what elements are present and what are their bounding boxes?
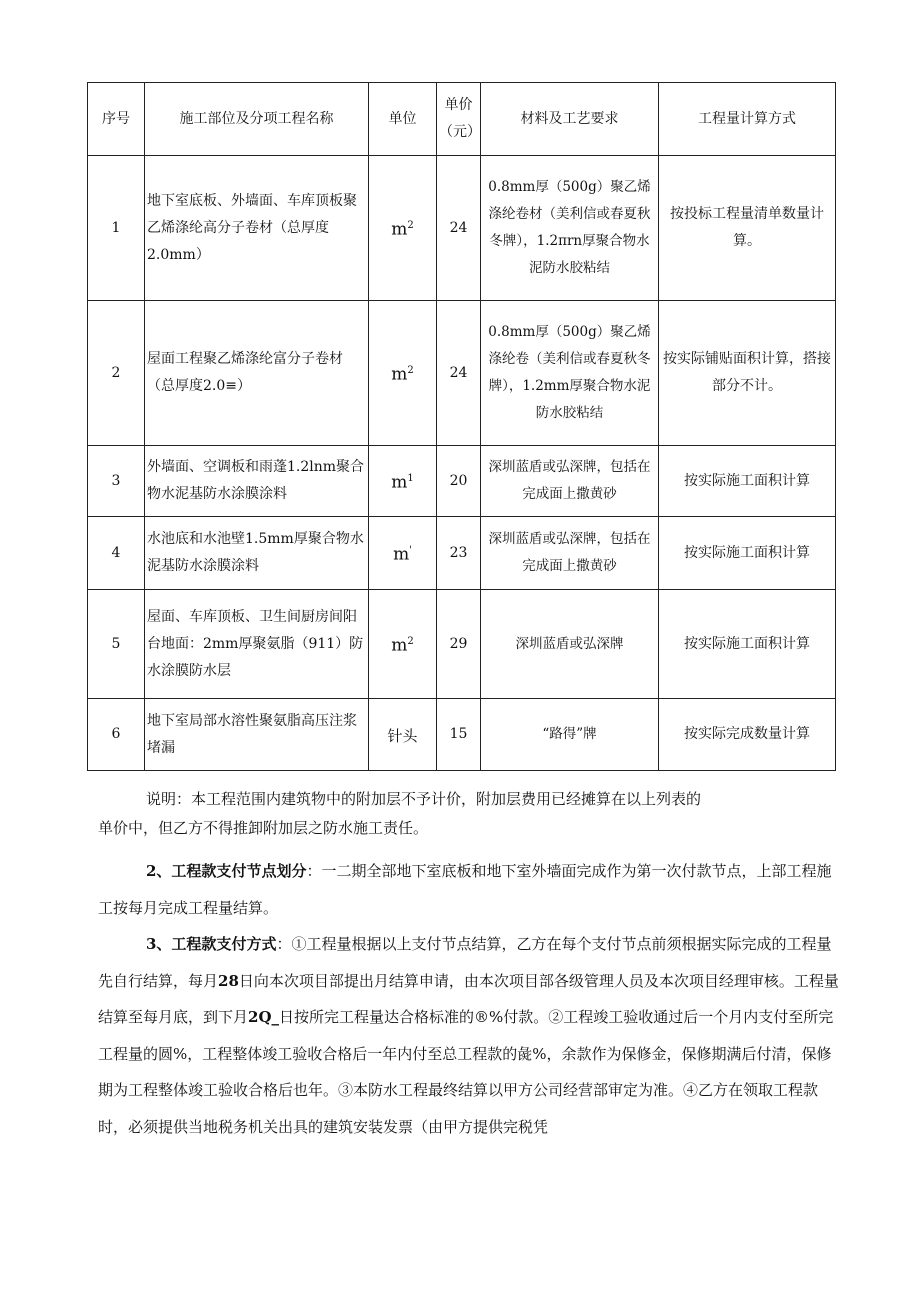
row-price: 24 bbox=[437, 156, 481, 301]
row-material: 深圳蓝盾或弘深牌，包括在完成面上撒黄砂 bbox=[481, 446, 659, 517]
row-calc: 按投标工程量清单数量计算。 bbox=[659, 156, 836, 301]
table-note bbox=[98, 785, 843, 843]
unit-superscript: 2 bbox=[407, 220, 414, 232]
row-material: 深圳蓝盾或弘深牌，包括在完成面上撒黄砂 bbox=[481, 517, 659, 590]
row-price: 20 bbox=[437, 446, 481, 517]
table-row bbox=[88, 517, 836, 590]
unit-base: m bbox=[393, 544, 410, 565]
payment-day: 2Q_ bbox=[248, 1008, 280, 1026]
table-row bbox=[88, 301, 836, 446]
row-no: 3 bbox=[88, 446, 145, 517]
row-name: 地下室底板、外墙面、车库顶板聚乙烯涤纶高分子卷材（总厚度2.0mm） bbox=[145, 156, 369, 301]
header-unit: 单位 bbox=[369, 83, 437, 156]
row-name: 屋面、车库顶板、卫生间厨房间阳台地面：2mm厚聚氨脂（911）防水涂膜防水层 bbox=[145, 590, 369, 699]
row-no: 1 bbox=[88, 156, 145, 301]
unit-base: m bbox=[391, 635, 408, 656]
header-name: 施工部位及分项工程名称 bbox=[145, 83, 369, 156]
row-no: 2 bbox=[88, 301, 145, 446]
table-header-row bbox=[88, 83, 836, 156]
row-name: 屋面工程聚乙烯涤纶富分子卷材（总厚度2.0≡） bbox=[145, 301, 369, 446]
row-calc: 按实际施工面积计算 bbox=[659, 590, 836, 699]
unit-base: 针头 bbox=[387, 727, 418, 745]
row-material: “路得”牌 bbox=[481, 699, 659, 771]
row-price: 29 bbox=[437, 590, 481, 699]
header-price bbox=[437, 83, 481, 156]
row-calc: 按实际施工面积计算 bbox=[659, 446, 836, 517]
row-name: 水池底和水池壁1.5mm厚聚合物水泥基防水涂膜涂料 bbox=[145, 517, 369, 590]
row-price: 23 bbox=[437, 517, 481, 590]
header-no: 序号 bbox=[88, 83, 145, 156]
row-unit bbox=[369, 590, 437, 699]
row-calc: 按实际完成数量计算 bbox=[659, 699, 836, 771]
note-line-2: 单价中，但乙方不得推卸附加层之防水施工责任。 bbox=[98, 819, 429, 837]
table-row bbox=[88, 590, 836, 699]
unit-superscript: ' bbox=[409, 545, 412, 557]
header-material: 材料及工艺要求 bbox=[481, 83, 659, 156]
table-row bbox=[88, 699, 836, 771]
unit-superscript: 2 bbox=[407, 365, 414, 377]
unit-superscript: 1 bbox=[407, 473, 414, 485]
row-no: 4 bbox=[88, 517, 145, 590]
unit-base: m bbox=[391, 219, 408, 240]
row-material: 0.8mm厚（500g）聚乙烯涤纶卷（美利信或春夏秋冬牌），1.2mm厚聚合物水泥防水胶粘结 bbox=[481, 301, 659, 446]
row-unit bbox=[369, 517, 437, 590]
payment-method-paragraph bbox=[98, 926, 843, 1145]
row-unit bbox=[369, 446, 437, 517]
payment-milestone-paragraph bbox=[98, 853, 843, 926]
row-price: 15 bbox=[437, 699, 481, 771]
settlement-day: 28 bbox=[218, 971, 239, 990]
payment-method-text-3: 日按所完工程量达合格标准的®%付款。②工程竣工验收通过后一个月内支付至所完工程量的圆%，工程整体竣工验收合格后一年内付至总工程款的彘%，余款作为保修金，保修期满后付清，保修期为工程整体竣工验收合格后也年。③本防水工程最终结算以甲方公司经营部审定为准。④乙方在领取工程款时，必须提供当地税务机关出具的建筑安装发票（由甲方提供完税凭 bbox=[98, 1008, 834, 1136]
note-line-1: 说明：本工程范围内建筑物中的附加层不予计价，附加层费用已经摊算在以上列表的 bbox=[146, 790, 702, 808]
row-calc: 按实际铺贴面积计算，搭接部分不计。 bbox=[659, 301, 836, 446]
unit-superscript: 2 bbox=[407, 636, 414, 648]
unit-base: m bbox=[391, 472, 408, 493]
payment-milestone-heading: 2、工程款支付节点划分 bbox=[146, 862, 307, 880]
unit-base: m bbox=[391, 364, 408, 385]
row-unit bbox=[369, 301, 437, 446]
row-material: 深圳蓝盾或弘深牌 bbox=[481, 590, 659, 699]
header-calc: 工程量计算方式 bbox=[659, 83, 836, 156]
row-no: 6 bbox=[88, 699, 145, 771]
payment-method-text-2: 日向本次项目部提出月结算申请，由本次项目部各级管理人员及本次项目经理审核。工程量结算至每月底，到下月 bbox=[98, 971, 839, 1026]
row-unit bbox=[369, 156, 437, 301]
payment-method-text-1: ：①工程量根据以上支付节点结算，乙方在每个支付节点前须根据实际完成的工程量先自行结算，每月 bbox=[98, 935, 832, 990]
row-name: 外墙面、空调板和雨蓬1.2lnm聚合物水泥基防水涂膜涂料 bbox=[145, 446, 369, 517]
payment-milestone-body: ：一二期全部地下室底板和地下室外墙面完成作为第一次付款节点，上部工程施工按每月完成工程量结算。 bbox=[98, 862, 832, 917]
row-calc: 按实际施工面积计算 bbox=[659, 517, 836, 590]
table-row bbox=[88, 446, 836, 517]
row-name: 地下室局部水溶性聚氨脂高压注浆堵漏 bbox=[145, 699, 369, 771]
payment-method-heading: 3、工程款支付方式 bbox=[146, 935, 277, 953]
table-row bbox=[88, 156, 836, 301]
row-material: 0.8mm厚（500g）聚乙烯涤纶卷材（美利信或春夏秋冬牌），1.2πrn厚聚合物水泥防水胶粘结 bbox=[481, 156, 659, 301]
row-price: 24 bbox=[437, 301, 481, 446]
row-unit bbox=[369, 699, 437, 771]
row-no: 5 bbox=[88, 590, 145, 699]
waterproof-spec-table bbox=[87, 82, 836, 771]
header-price-line1: 单价 bbox=[444, 97, 473, 113]
header-price-line2: （元） bbox=[439, 124, 481, 140]
